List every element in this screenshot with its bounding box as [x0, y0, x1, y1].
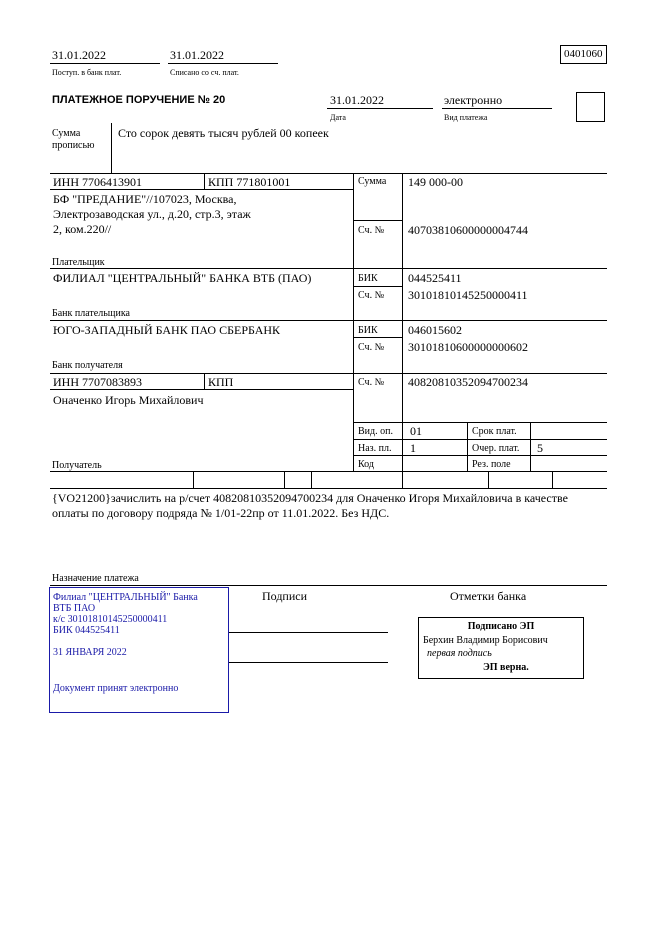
payee-name: Оначенко Игорь Михайлович: [53, 393, 204, 407]
payer-amount: 149 000-00: [408, 175, 463, 189]
grid-line-bik1: [353, 286, 402, 287]
amount-words-label-1: Сумма: [52, 128, 81, 139]
payer-account: 40703810600000004744: [408, 223, 528, 237]
rez-label: Рез. поле: [472, 459, 511, 470]
purpose-line2: оплаты по договору подряда № 1/01-22пр от 11.01.2022. Без НДС.: [52, 506, 390, 520]
signatures-label: Подписи: [262, 589, 308, 603]
purpose-line1: {VO21200}зачислить на р/счет 40820810352094700234 для Оначенко Игоря Михайловича в качестве: [52, 491, 568, 505]
grid-line-account-top: [353, 220, 402, 221]
payment-type-line: [442, 108, 552, 109]
payee-account-label: Сч. №: [358, 377, 385, 388]
bank-stamp-footer: Документ принят электронно: [53, 683, 179, 694]
payee-label: Получатель: [52, 460, 102, 471]
vid-op-label: Вид. оп.: [358, 426, 393, 437]
grid-line-payee-bottom: [50, 471, 607, 472]
grid-line-top: [50, 173, 607, 174]
payer-bank-label: Банк плательщика: [52, 308, 130, 319]
document-date-label: Дата: [330, 113, 346, 122]
grid-line-bik2: [353, 337, 402, 338]
payer-name-line3: 2, ком.220//: [53, 222, 112, 236]
vid-op-value: 01: [410, 424, 422, 438]
payer-bank-bik: 044525411: [408, 271, 462, 285]
payment-type: электронно: [444, 93, 503, 107]
payer-inn: ИНН 7706413901: [53, 175, 142, 189]
document-date: 31.01.2022: [330, 93, 384, 107]
payee-bank-bik-label: БИК: [358, 325, 378, 336]
amount-words-label-2: прописью: [52, 140, 95, 151]
payee-inn: ИНН 7707083893: [53, 375, 142, 389]
date-received-line: [50, 63, 160, 64]
ep-title: Подписано ЭП: [467, 621, 535, 632]
srok-label: Срок плат.: [472, 426, 517, 437]
payee-bank-name: ЮГО-ЗАПАДНЫЙ БАНК ПАО СБЕРБАНК: [53, 323, 281, 337]
ep-signature-box: [418, 617, 584, 679]
bank-stamp-line1: Филиал "ЦЕНТРАЛЬНЫЙ" Банка: [53, 592, 198, 603]
grid-vline-payee-kpp: [204, 373, 205, 389]
ep-status: ЭП верна.: [483, 662, 529, 673]
grid-vline-srok: [467, 422, 468, 471]
grid-line-payeebank-bottom: [50, 373, 607, 374]
date-received: 31.01.2022: [52, 48, 106, 62]
payee-account: 40820810352094700234: [408, 375, 528, 389]
naz-value: 1: [410, 441, 416, 455]
payer-bank-account: 30101810145250000411: [408, 288, 528, 302]
grid-line-payerbank-bottom: [50, 320, 607, 321]
grid-vline-tax1: [193, 471, 194, 488]
amount-words-divider: [111, 123, 112, 173]
grid-line-vidop-top: [353, 422, 607, 423]
purpose-label: Назначение платежа: [52, 573, 139, 584]
grid-line-payer-bottom: [50, 268, 607, 269]
purpose-bottom-line: [50, 585, 607, 586]
payer-bank-bik-label: БИК: [358, 273, 378, 284]
grid-vline-srok-val: [530, 422, 531, 471]
payee-bank-account-label: Сч. №: [358, 342, 385, 353]
grid-line-vidop-mid: [353, 439, 607, 440]
grid-vline-main: [353, 173, 354, 471]
payee-bank-label: Банк получателя: [52, 360, 123, 371]
payer-bank-name: ФИЛИАЛ "ЦЕНТРАЛЬНЫЙ" БАНКА ВТБ (ПАО): [53, 271, 312, 285]
bank-stamp: [49, 587, 229, 713]
payer-name-line2: Электрозаводская ул., д.20, стр.3, этаж: [53, 207, 251, 221]
payment-type-label: Вид платежа: [444, 113, 488, 122]
payer-amount-label: Сумма: [358, 176, 387, 187]
payer-bank-account-label: Сч. №: [358, 290, 385, 301]
grid-vline-tax3: [311, 471, 312, 488]
payer-account-label: Сч. №: [358, 225, 385, 236]
grid-line-kod: [353, 455, 607, 456]
bank-stamp-line3: к/с 30101810145250000411: [53, 614, 168, 625]
grid-vline-inn-kpp: [204, 173, 205, 189]
bank-stamp-date: 31 ЯНВАРЯ 2022: [53, 647, 127, 658]
grid-vline-tax2: [284, 471, 285, 488]
payer-kpp: КПП 771801001: [208, 175, 291, 189]
payee-bank-account: 30101810600000000602: [408, 340, 528, 354]
payer-name-line1: БФ "ПРЕДАНИЕ"//107023, Москва,: [53, 192, 237, 206]
form-code: 0401060: [564, 48, 603, 60]
ep-signer: Берхин Владимир Борисович: [423, 635, 548, 646]
bank-stamp-line4: БИК 044525411: [53, 625, 120, 636]
amount-words-value: Сто сорок девять тысяч рублей 00 копеек: [118, 126, 329, 140]
signature-line-1: [228, 632, 388, 633]
bank-marks-label: Отметки банка: [450, 589, 527, 603]
payer-label: Плательщик: [52, 257, 105, 268]
date-debited: 31.01.2022: [170, 48, 224, 62]
grid-line-tax-bottom: [50, 488, 607, 489]
grid-vline-tax6: [552, 471, 553, 488]
signature-line-2: [228, 662, 388, 663]
payee-kpp: КПП: [208, 375, 234, 389]
date-debited-line: [168, 63, 278, 64]
document-date-line: [327, 108, 433, 109]
grid-vline-labels: [402, 173, 403, 471]
document-title: ПЛАТЕЖНОЕ ПОРУЧЕНИЕ № 20: [52, 94, 226, 106]
status-box: [576, 92, 605, 122]
naz-label: Наз. пл.: [358, 443, 392, 454]
grid-vline-tax5: [488, 471, 489, 488]
grid-line-payee-inn: [50, 389, 353, 390]
ocher-value: 5: [537, 441, 543, 455]
kod-label: Код: [358, 459, 374, 470]
grid-line-payer-inn: [50, 189, 353, 190]
ocher-label: Очер. плат.: [472, 443, 520, 454]
payee-bank-bik: 046015602: [408, 323, 462, 337]
grid-vline-tax4: [402, 471, 403, 488]
ep-role: первая подпись: [427, 648, 492, 659]
date-debited-label: Списано со сч. плат.: [170, 68, 239, 77]
date-received-label: Поступ. в банк плат.: [52, 68, 122, 77]
bank-stamp-line2: ВТБ ПАО: [53, 603, 96, 614]
